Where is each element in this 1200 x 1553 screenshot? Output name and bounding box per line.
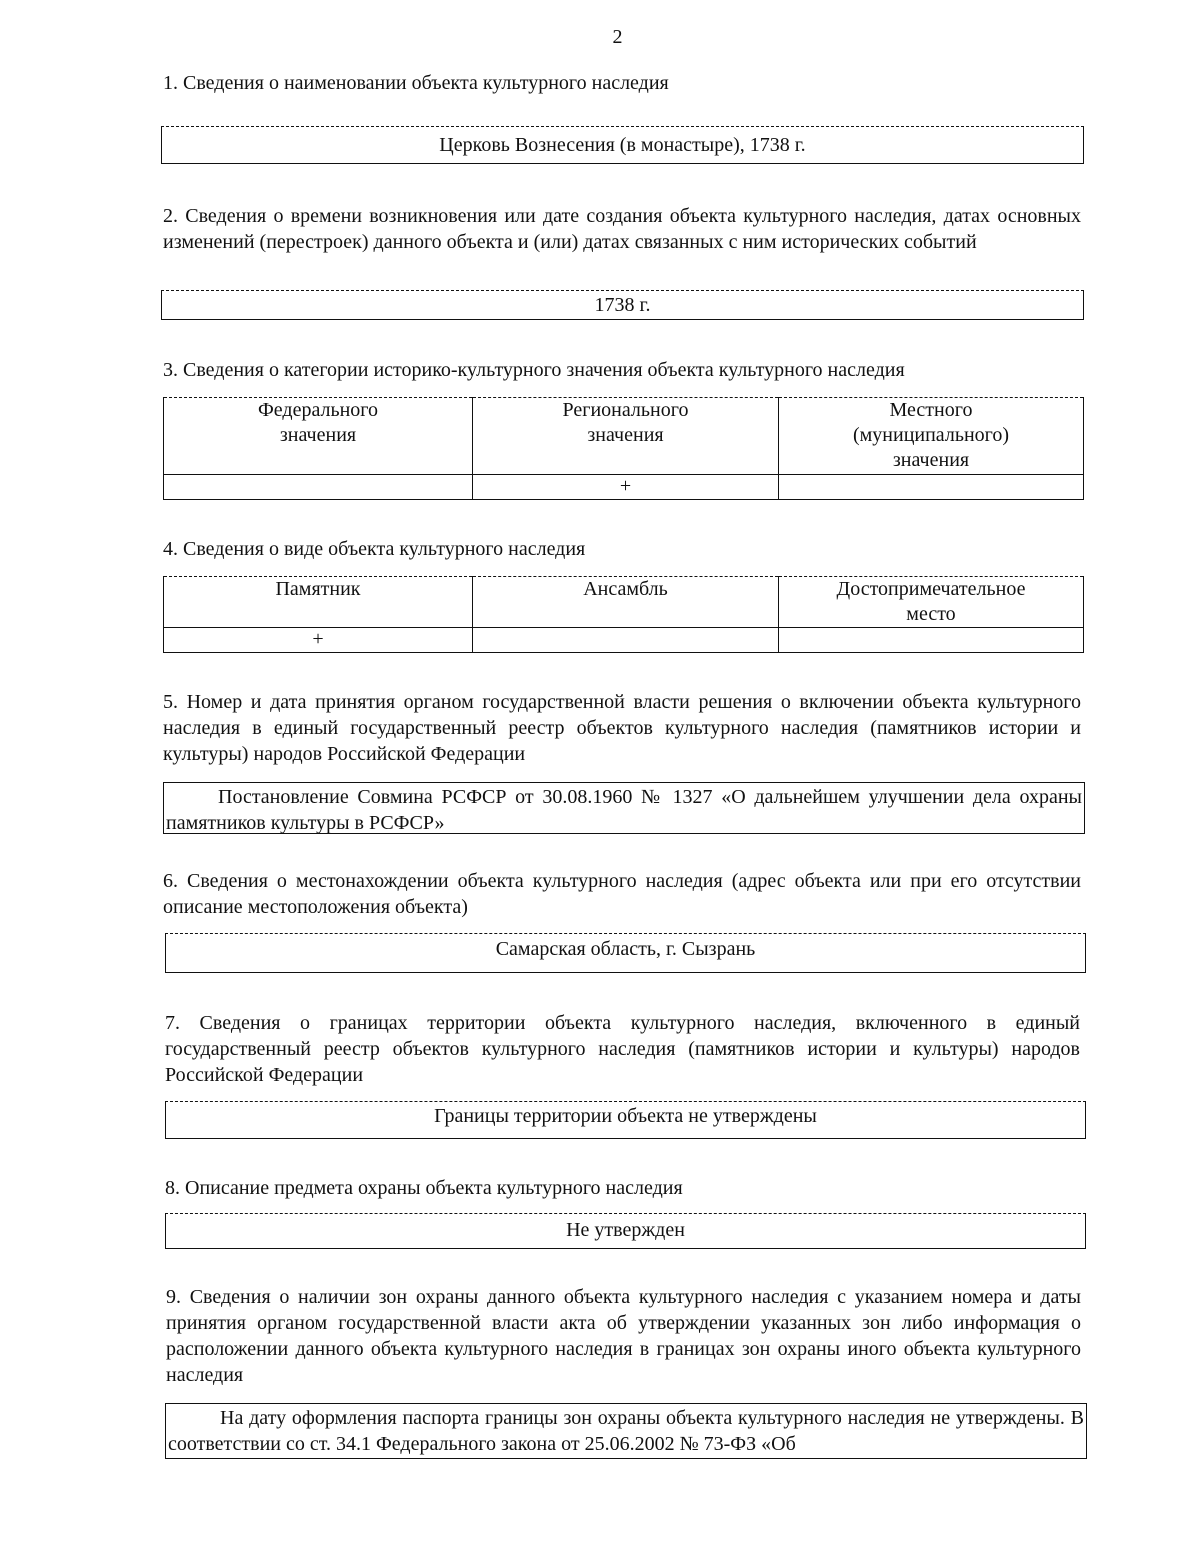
type-value-landmark (779, 628, 1084, 653)
section-1-heading: 1. Сведения о наименовании объекта культурного наследия (163, 72, 669, 94)
section-2-value: 1738 г. (594, 294, 651, 316)
category-value-local (779, 475, 1084, 500)
section-8-value: Не утвержден (566, 1219, 685, 1241)
section-2-heading: 2. Сведения о времени возникновения или дате создания объекта культурного наследия, датах основных изменений (перестроек) данного объекта и (или) датах связанных с ним исторических событий (163, 205, 1081, 253)
type-value-monument: + (164, 628, 473, 653)
section-7-value-box (165, 1101, 1086, 1139)
type-header-landmark: Достопримечательное место (779, 577, 1084, 628)
type-header-monument: Памятник (164, 577, 473, 628)
section-7-heading: 7. Сведения о границах территории объекта культурного наследия, включенного в единый государственный реестр объектов культурного наследия (памятников истории и культуры) народов Российской Федерации (165, 1012, 1080, 1086)
category-table (163, 397, 1084, 500)
type-table (163, 576, 1084, 653)
section-6-heading: 6. Сведения о местонахождении объекта культурного наследия (адрес объекта или при его отсутствии описание местоположения объекта) (163, 870, 1081, 918)
section-5-heading: 5. Номер и дата принятия органом государственной власти решения о включении объекта культурного наследия в единый государственный реестр объектов культурного наследия (памятников истории и культуры) народов Российской Федерации (163, 691, 1081, 765)
type-value-ensemble (473, 628, 779, 653)
category-header-regional: Регионального значения (473, 398, 779, 475)
section-7-value: Границы территории объекта не утверждены (434, 1105, 817, 1127)
type-header-ensemble: Ансамбль (473, 577, 779, 628)
page-number: 2 (612, 26, 623, 48)
section-3-heading: 3. Сведения о категории историко-культурного значения объекта культурного наследия (163, 359, 905, 381)
category-value-federal (164, 475, 473, 500)
category-header-federal: Федерального значения (164, 398, 473, 475)
section-8-value-box (165, 1213, 1086, 1249)
section-9-value-box (165, 1403, 1087, 1459)
section-1-value-box (161, 126, 1084, 164)
section-6-value-box (165, 933, 1086, 973)
category-header-local: Местного (муниципального) значения (779, 398, 1084, 475)
section-5-value: Постановление Совмина РСФСР от 30.08.1960 № 1327 «О дальнейшем улучшении дела охраны памятников культуры в РСФСР» (166, 786, 1082, 834)
section-2-value-box (161, 290, 1084, 320)
section-9-value: На дату оформления паспорта границы зон охраны объекта культурного наследия не утверждены. В соответствии со ст. 34.1 Федерального закона от 25.06.2002 № 73-ФЗ «Об (168, 1407, 1084, 1455)
category-value-regional: + (473, 475, 779, 500)
section-1-value: Церковь Вознесения (в монастыре), 1738 г. (439, 134, 806, 156)
section-6-value: Самарская область, г. Сызрань (495, 938, 756, 960)
section-4-heading: 4. Сведения о виде объекта культурного наследия (163, 538, 586, 560)
section-9-heading: 9. Сведения о наличии зон охраны данного объекта культурного наследия с указанием номера и даты принятия органом государственной власти акта об утверждении указанных зон либо информация о расположении данного объекта культурного наследия в границах зон охраны иного объекта культурного наследия (166, 1286, 1081, 1386)
section-8-heading: 8. Описание предмета охраны объекта культурного наследия (165, 1177, 683, 1199)
section-5-value-box (163, 782, 1085, 834)
